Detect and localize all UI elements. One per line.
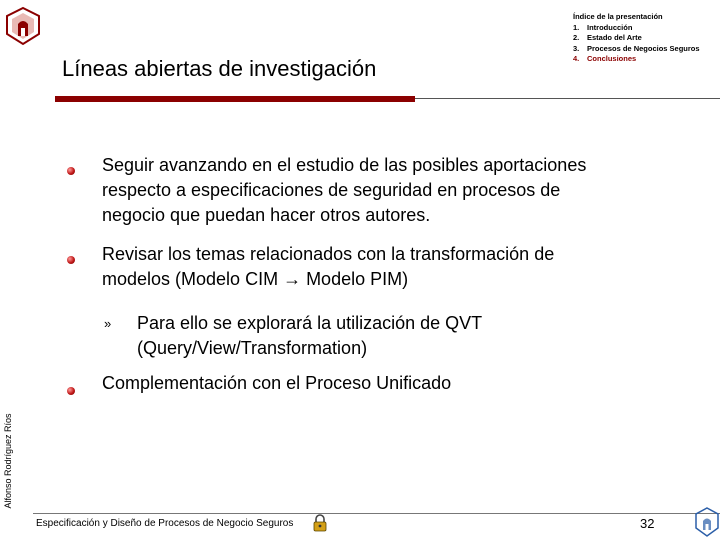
university-logo-icon bbox=[694, 506, 720, 538]
bullet-text bbox=[102, 153, 702, 228]
index-item bbox=[573, 33, 719, 44]
index-item-label: Introducción bbox=[587, 22, 633, 32]
presentation-index bbox=[573, 12, 719, 65]
lock-icon bbox=[312, 514, 328, 532]
index-item-number: 1. bbox=[573, 22, 580, 32]
bullet-icon bbox=[67, 167, 75, 175]
bullet-text bbox=[102, 242, 702, 292]
bullet-line: negocio que puedan hacer otros autores. bbox=[102, 205, 431, 225]
index-heading: Índice de la presentación bbox=[573, 12, 663, 21]
bullet-line: Revisar los temas relacionados con la transformación de bbox=[102, 244, 555, 264]
index-item bbox=[573, 23, 719, 34]
university-logo-icon bbox=[4, 6, 42, 46]
index-item-label: Procesos de Negocios Seguros bbox=[587, 43, 700, 53]
title-divider-line bbox=[415, 98, 720, 99]
bullet-icon bbox=[67, 387, 75, 395]
index-item bbox=[573, 44, 719, 55]
index-item-number: 2. bbox=[573, 33, 580, 42]
slide-title: Líneas abiertas de investigación bbox=[62, 56, 377, 81]
bullet-line: Para ello se explorará la utilización de QVT bbox=[137, 313, 483, 333]
bullet-line: Seguir avanzando en el estudio de las posibles aportaciones bbox=[102, 155, 587, 175]
bullet-icon bbox=[67, 256, 75, 264]
index-item-number: 4. bbox=[573, 54, 580, 63]
footer-divider bbox=[33, 513, 720, 514]
sub-bullet-text bbox=[137, 311, 697, 361]
index-item-number: 3. bbox=[573, 43, 580, 53]
author-side-text: Alfonso Rodríguez Ríos bbox=[3, 413, 13, 509]
bullet-line: modelos (Modelo CIM → Modelo PIM) bbox=[102, 269, 409, 289]
index-item-label: Estado del Arte bbox=[587, 33, 642, 42]
sub-bullet-marker: » bbox=[104, 316, 112, 331]
title-underline-bar bbox=[55, 96, 415, 102]
bullet-line: (Query/View/Transformation) bbox=[137, 338, 368, 358]
index-item-label: Conclusiones bbox=[587, 54, 637, 63]
index-item-current bbox=[573, 54, 719, 65]
page-number: 32 bbox=[640, 516, 655, 531]
bullet-line: Complementación con el Proceso Unificado bbox=[102, 373, 452, 393]
bullet-line: respecto a especificaciones de seguridad en procesos de bbox=[102, 180, 561, 200]
footer-text: Especificación y Diseño de Procesos de Negocio Seguros bbox=[36, 518, 294, 529]
bullet-text bbox=[102, 371, 702, 396]
